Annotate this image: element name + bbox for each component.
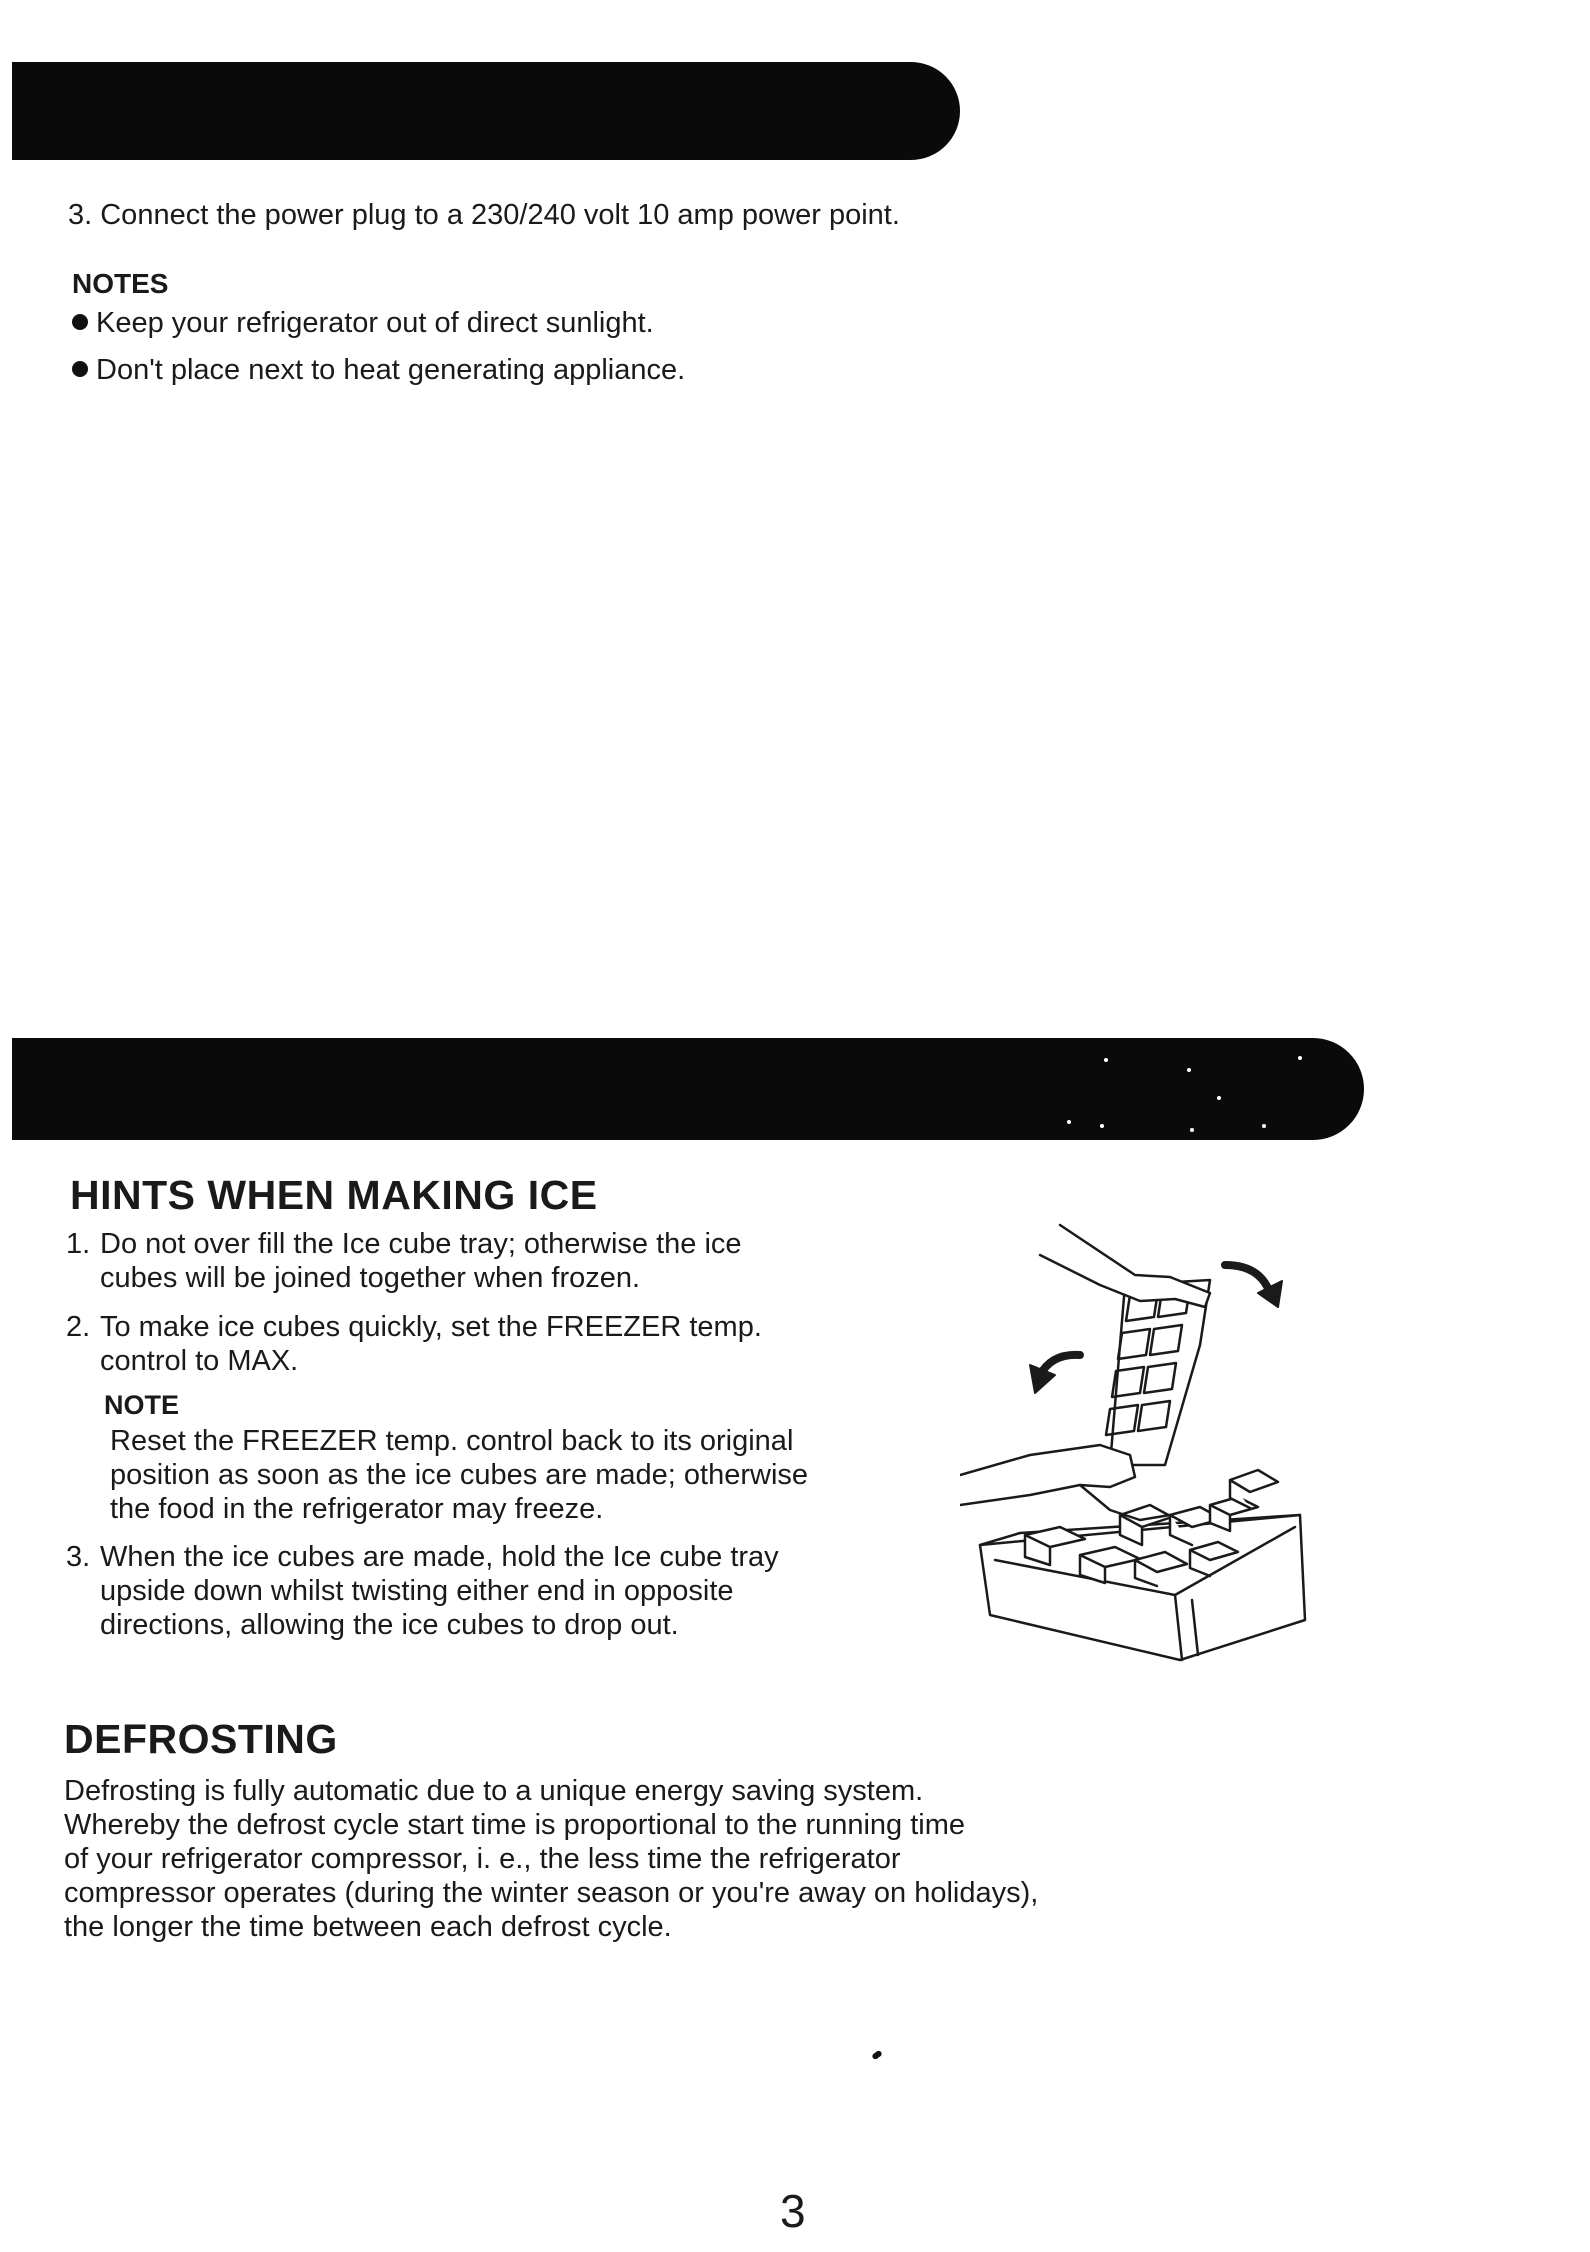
defrosting-paragraph: Defrosting is fully automatic due to a unique energy saving system. Whereby the defrost cycle start time is proportional to the running time of your refrigerator compressor, i. e., the less time the refrigerator compressor operates (during the winter season or you're away on holidays), the longer the time between each defrost cycle. <box>64 1775 1039 1943</box>
speck <box>1262 1124 1266 1128</box>
notes-item: Keep your refrigerator out of direct sunlight. <box>72 306 654 340</box>
note-heading: NOTE <box>104 1390 180 1420</box>
page-number: 3 <box>780 2185 806 2237</box>
speck <box>1190 1128 1194 1132</box>
ice-tray-illustration <box>960 1215 1320 1675</box>
hint-item-1: 1. Do not over fill the Ice cube tray; otherwise the ice cubes will be joined together when frozen. <box>66 1228 742 1294</box>
scan-mark <box>871 2050 883 2061</box>
ice-tray-drawing <box>960 1215 1320 1675</box>
speck <box>1067 1120 1071 1124</box>
speck <box>1298 1056 1302 1060</box>
install-step-3: 3. Connect the power plug to a 230/240 volt 10 amp power point. <box>68 199 900 231</box>
speck <box>1100 1124 1104 1128</box>
bullet-icon <box>72 361 88 377</box>
notes-heading: NOTES <box>72 268 169 299</box>
defrosting-heading: DEFROSTING <box>64 1716 338 1762</box>
hints-heading: HINTS WHEN MAKING ICE <box>70 1172 598 1218</box>
bullet-icon <box>72 314 88 330</box>
hint-item-3: 3. When the ice cubes are made, hold the Ice cube tray upside down whilst twisting either end in opposite directions, allowing the ice cubes to drop out. <box>66 1541 779 1641</box>
speck <box>1217 1096 1221 1100</box>
speck <box>1187 1068 1191 1072</box>
section-banner-middle <box>12 1038 1364 1140</box>
section-banner-top <box>12 62 960 160</box>
speck <box>1104 1058 1108 1062</box>
notes-item: Don't place next to heat generating appliance. <box>72 353 685 387</box>
hint-item-2: 2. To make ice cubes quickly, set the FREEZER temp. control to MAX. <box>66 1311 762 1377</box>
note-text: Reset the FREEZER temp. control back to its original position as soon as the ice cubes are made; otherwise the food in the refrigerator may freeze. <box>110 1425 809 1525</box>
